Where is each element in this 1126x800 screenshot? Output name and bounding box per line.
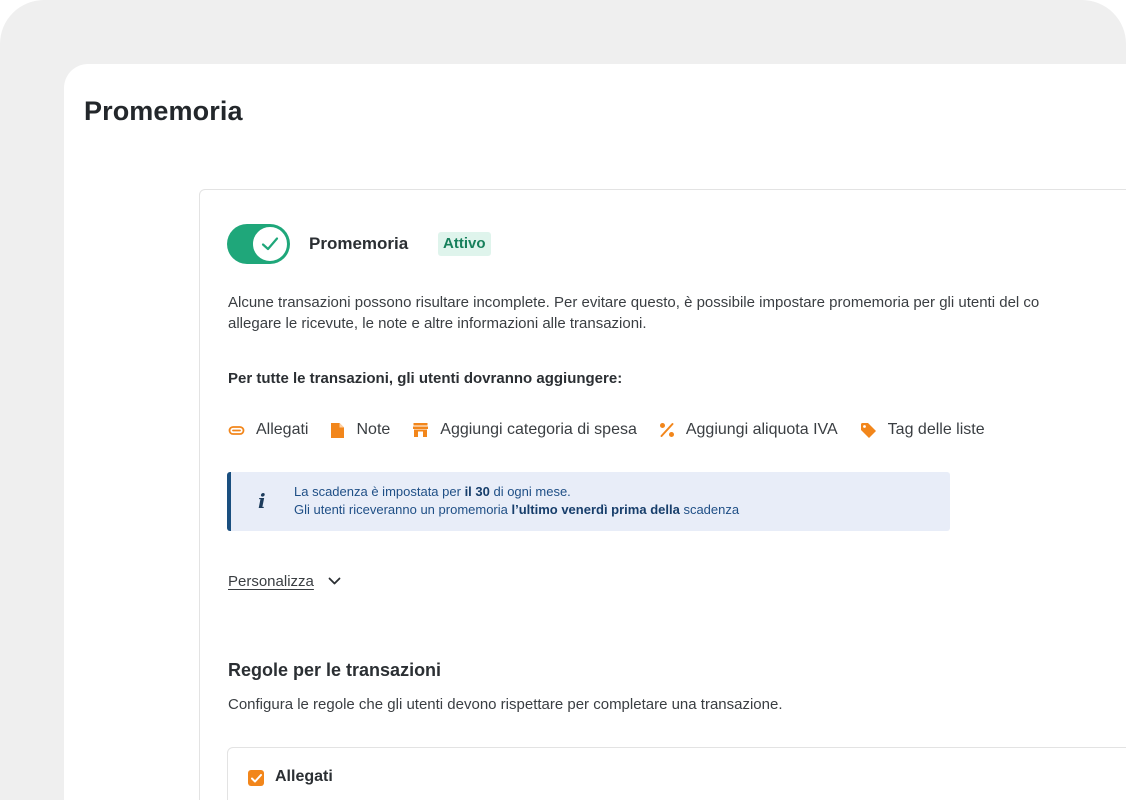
description-line-1: Alcune transazioni possono risultare incomplete. Per evitare questo, è possibile impostare promemoria per gli utenti del co bbox=[228, 294, 1040, 311]
checkmark-icon bbox=[251, 774, 262, 783]
requirement-label: Aggiungi aliquota IVA bbox=[685, 421, 838, 438]
requirement-tags bbox=[860, 421, 985, 439]
deadline-info-box bbox=[227, 472, 950, 531]
reminder-card bbox=[199, 189, 1126, 800]
percent-icon bbox=[659, 422, 675, 438]
requirement-label: Note bbox=[356, 421, 391, 438]
tag-icon bbox=[860, 422, 877, 439]
store-icon bbox=[412, 422, 429, 438]
rules-section-title: Regole per le transazioni bbox=[228, 660, 442, 680]
requirement-label: Allegati bbox=[256, 421, 309, 438]
customize-link[interactable]: Personalizza bbox=[228, 573, 314, 590]
customize-toggle[interactable] bbox=[228, 573, 341, 590]
requirement-label: Tag delle liste bbox=[887, 421, 985, 438]
info-line2-post: scadenza bbox=[679, 502, 740, 517]
info-icon: i bbox=[258, 489, 266, 513]
toggle-knob bbox=[251, 225, 289, 263]
info-line2-bold: l’ultimo venerdì prima della bbox=[511, 502, 680, 517]
paperclip-icon bbox=[228, 422, 245, 439]
requirement-attachments bbox=[228, 421, 308, 439]
requirements-list bbox=[228, 421, 1007, 439]
rule-label: Allegati bbox=[275, 768, 333, 785]
checkmark-icon bbox=[260, 234, 280, 254]
info-line1-post: di ogni mese. bbox=[489, 484, 571, 499]
rules-section-description: Configura le regole che gli utenti devono rispettare per completare una transazione. bbox=[228, 696, 783, 713]
status-badge: Attivo bbox=[438, 232, 491, 256]
requirement-label: Aggiungi categoria di spesa bbox=[440, 421, 637, 438]
requirement-category bbox=[412, 421, 637, 439]
requirement-vat bbox=[659, 421, 838, 439]
info-line2-pre: Gli utenti riceveranno un promemoria bbox=[294, 502, 512, 517]
reminder-description bbox=[228, 292, 1126, 334]
deadline-info-text bbox=[294, 483, 739, 519]
page-title: Promemoria bbox=[84, 96, 243, 126]
attachments-checkbox[interactable] bbox=[248, 770, 264, 786]
reminder-title: Promemoria bbox=[309, 234, 409, 253]
note-icon bbox=[330, 422, 345, 439]
info-line1-bold: il 30 bbox=[464, 484, 490, 499]
requirements-heading: Per tutte le transazioni, gli utenti dovranno aggiungere: bbox=[228, 370, 623, 387]
chevron-down-icon bbox=[328, 577, 341, 586]
reminder-toggle[interactable] bbox=[227, 224, 290, 264]
requirement-notes bbox=[330, 421, 390, 439]
rule-item-attachments bbox=[227, 747, 1126, 800]
description-line-2: allegare le ricevute, le note e altre informazioni alle transazioni. bbox=[228, 315, 647, 332]
info-line1-pre: La scadenza è impostata per bbox=[294, 484, 465, 499]
main-panel bbox=[64, 64, 1126, 800]
